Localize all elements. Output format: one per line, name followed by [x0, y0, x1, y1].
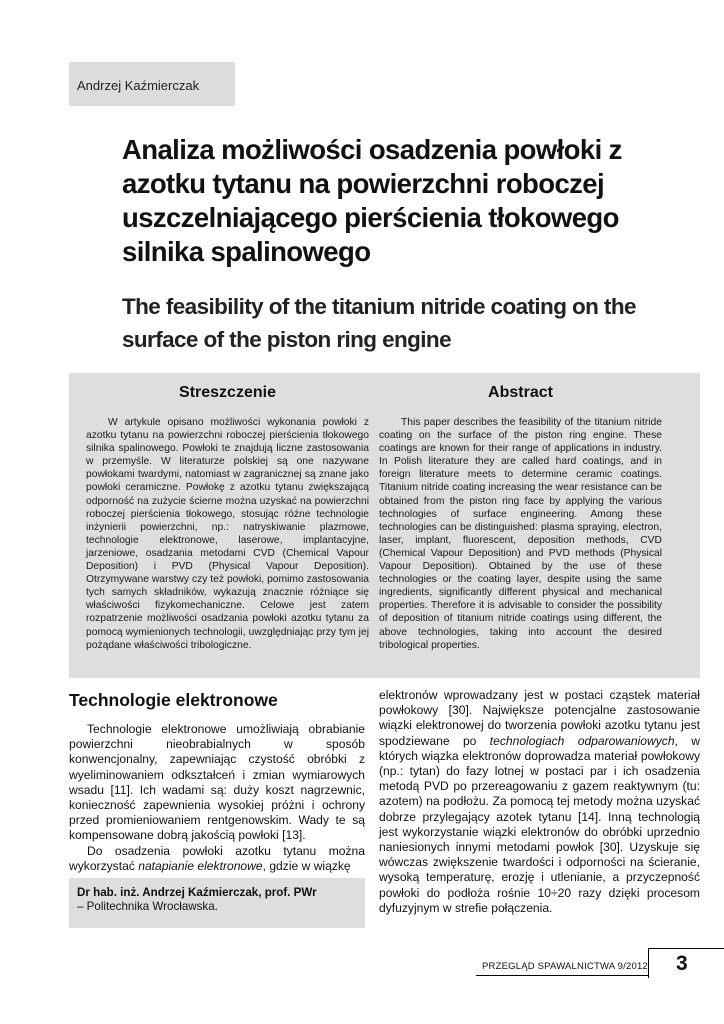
title-polish: Analiza możliwości osadzenia powłoki z azotku tytanu na powierzchni roboczej uszczelniającego pierścienia tłokowego silnika spalinowego [122, 134, 622, 267]
paragraph-3-text-b: , w których wiązka elektronów doprowadza materiał powłokowy (np.: tytan) do fazy lotnej w postaci par i ich osadzenia metodą PVD po przereagowaniu z gazem reaktywnym (tu: azotem) na podłożu. Za pomocą tej metody można uzyskać dobrze przylegający azotek tytanu [14]. Inną technologią jest wykorzystanie wiązki elektronów do obróbki uprzednio naniesionych innymi metodami powłok [30]. Uzyskuje się wówczas zwiększenie twardości i odporności na ścieranie, wysoką temperaturę, erozję i utlenianie, a przyczepność powłoki do podłoża rośnie 10÷20 razy dzięki procesom dyfuzyjnym w strefie połączenia. [379, 733, 700, 915]
streszczenie-column [86, 373, 369, 652]
paragraph-3 [379, 688, 700, 916]
affiliation-name: Dr hab. inż. Andrzej Kaźmierczak, prof. PWr [77, 886, 317, 899]
abstract-heading: Abstract [488, 384, 553, 401]
abstract-box [69, 373, 700, 678]
author-label: Andrzej Kaźmierczak [69, 62, 235, 106]
footer-rule-top [648, 948, 724, 949]
affiliation-institution: – Politechnika Wrocławska. [77, 900, 218, 913]
body-right-column [379, 688, 700, 916]
footer-rule-vertical [648, 948, 649, 978]
abstract-column [379, 373, 662, 652]
paragraph-1: Technologie elektronowe umożliwiają obrabianie powierzchni nieobrabialnych w sposób konwencjonalny, zapewniając czystość obróbki z wyeliminowaniem odkształceń i zmian wymiarowych wsadu [11]. Ich wadami są: duży koszt nagrzewnic, konieczność zapewnienia wysokiej próżni i ochrony przed promieniowaniem rentgenowskim. Wady te są kompensowane dobrą jakością powłoki [13]. [69, 722, 365, 843]
body-left-column [69, 688, 365, 874]
paragraph-2 [69, 844, 365, 874]
abstract-text: This paper describes the feasibility of the titanium nitride coating on the surface of the piston ring engine. These coatings are known for their range of applications in industry. In Polish literature they are called hard coatings, and in foreign literature meets to determine ceramic coatings. Titanium nitride coating increasing the wear resistance can be obtained from the piston ring face by applying the various technologies of surface engineering. Among these technologies can be distinguished: plasma spraying, electron, laser, implant, fluorescent, deposition methods, CVD (Chemical Vapour Deposition) and PVD methods (Physical Vapour Deposition). Obtained by the use of these technologies or the coating layer, despite using the same ingredients, significantly different physical and mechanical properties. Therefore it is advisable to consider the possibility of deposition of titanium nitride coatings using different, the above technologies, taking into account the desired tribological properties. [379, 417, 662, 651]
section-heading: Technologie elektronowe [69, 690, 278, 710]
paragraph-2-text-b: , gdzie w wiązkę [262, 858, 351, 873]
paragraph-3-text-a: elektronów wprowadzany jest w postaci cząstek materiał powłokowy [30]. Największe potencjalne zastosowanie wiązki elektronowej do tworzenia powłoki azotku tytanu jest spodziewane po [379, 688, 700, 748]
affiliation-box [69, 878, 365, 928]
paragraph-2-emphasis: natapianie elektronowe [138, 858, 263, 873]
paragraph-2-text-a: Do osadzenia powłoki azotku tytanu można wykorzystać [69, 843, 365, 873]
page-number: 3 [676, 952, 688, 975]
footer-rule [476, 975, 648, 976]
paragraph-3-emphasis: technologiach odparowaniowych [489, 733, 675, 748]
streszczenie-text: W artykule opisano możliwości wykonania powłoki z azotku tytanu na powierzchni roboczej pierścienia tłokowego silnika spalinowego. Powłoki te znajdują liczne zastosowania w przemyśle. W literaturze polskiej są one nazywane powłokami twardymi, natomiast w zagranicznej są znane jako powłoki ceramiczne. Powłokę z azotku tytanu zwiększającą odporność na zużycie ścierne można uzyskać na powierzchni roboczej pierścienia tłokowego, stosując różne technologie inżynierii powierzchni, np.: natryskiwanie plazmowe, technologie elektronowe, laserowe, implantacyjne, jarzeniowe, osadzania metodami CVD (Chemical Vapour Deposition) i PVD (Physical Vapour Deposition). Otrzymywane warstwy czy też powłoki, pomimo zastosowania tych samych składników, wykazują znacznie różniące się właściwości fizykomechaniczne. Celowe jest zatem rozpatrzenie możliwości osadzania powłoki azotku tytanu za pomocą wymienionych technologii, uwzględniając przy tym jej pożądane właściwości tribologiczne. [86, 417, 369, 651]
streszczenie-heading: Streszczenie [179, 384, 276, 401]
journal-name: PRZEGLĄD SPAWALNICTWA 9/2012 [482, 961, 648, 972]
title-english: The feasibility of the titanium nitride coating on the surface of the piston ring engine [122, 294, 636, 352]
